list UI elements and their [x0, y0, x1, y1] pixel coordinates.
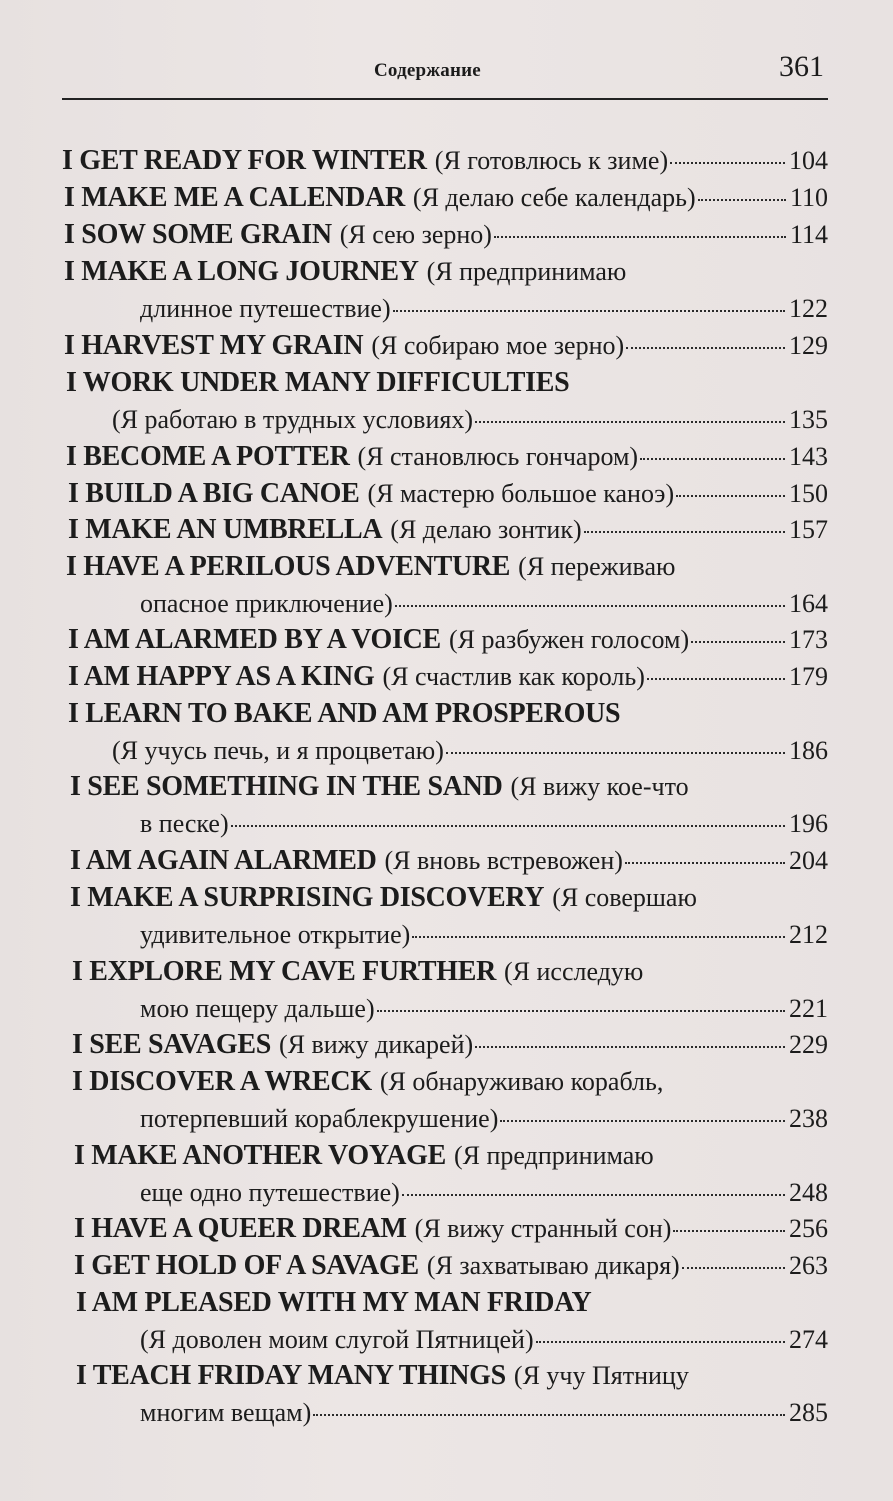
entry-page-number: 164 [789, 589, 828, 618]
entry-russian-title-cont: (Я доволен моим слугой Пятницей) [140, 1325, 534, 1354]
entry-russian-title-cont: потерпевший кораблекрушение) [140, 1104, 499, 1133]
entry-page-number: 248 [789, 1178, 828, 1207]
toc-entry[interactable] [66, 551, 828, 583]
entry-russian-title: (Я переживаю [518, 552, 676, 581]
dot-leader [313, 1413, 785, 1416]
toc-entry-continuation[interactable] [140, 1103, 828, 1135]
toc-entry[interactable] [64, 330, 828, 362]
entry-russian-title: (Я мастерю большое каноэ) [367, 479, 675, 508]
entry-page-number: 129 [789, 331, 828, 360]
page-header [62, 46, 828, 100]
toc-entry[interactable] [66, 367, 828, 399]
toc-entry[interactable] [64, 256, 828, 288]
entry-page-number: 150 [789, 479, 828, 508]
entry-russian-title: (Я исследую [504, 957, 644, 986]
toc-entry-continuation[interactable] [140, 993, 828, 1025]
entry-russian-title: (Я вижу дикарей) [278, 1030, 474, 1059]
entry-title: I DISCOVER A WRECK [72, 1066, 372, 1097]
dot-leader [393, 309, 785, 312]
entry-page-number: 143 [789, 442, 828, 471]
toc-entry-continuation[interactable] [140, 588, 828, 620]
toc-entry[interactable] [68, 624, 828, 656]
entry-russian-title: (Я разбужен голосом) [448, 625, 690, 654]
entry-russian-title: (Я готовлюсь к зиме) [434, 146, 669, 175]
entry-page-number: 122 [789, 294, 828, 323]
dot-leader [670, 161, 785, 164]
entry-russian-title: (Я собираю мое зерно) [371, 331, 625, 360]
entry-page-number: 238 [789, 1104, 828, 1133]
entry-title: I MAKE AN UMBRELLA [68, 514, 383, 545]
entry-russian-title: (Я делаю зонтик) [390, 515, 582, 544]
dot-leader [500, 1119, 785, 1122]
entry-title: I HAVE A QUEER DREAM [74, 1213, 407, 1244]
entry-page-number: 135 [789, 405, 828, 434]
entry-title: I HARVEST MY GRAIN [64, 330, 364, 361]
toc-entry[interactable] [66, 441, 828, 473]
toc-entry[interactable] [64, 182, 828, 214]
toc-entry-continuation[interactable] [112, 735, 828, 767]
dot-leader [536, 1340, 785, 1343]
entry-title: I MAKE ANOTHER VOYAGE [74, 1140, 446, 1171]
entry-russian-title: (Я предпринимаю [454, 1141, 654, 1170]
dot-leader [412, 935, 785, 938]
entry-title: I AM HAPPY AS A KING [68, 661, 375, 692]
entry-russian-title-cont: опасное приключение) [140, 589, 393, 618]
entry-title: I AM PLEASED WITH MY MAN FRIDAY [76, 1287, 592, 1318]
dot-leader [625, 861, 785, 864]
entry-title: I SEE SAVAGES [72, 1029, 271, 1060]
entry-russian-title: (Я вижу кое-что [510, 772, 689, 801]
dot-leader [475, 420, 785, 423]
entry-title: I AM ALARMED BY A VOICE [68, 624, 441, 655]
dot-leader [446, 751, 785, 754]
dot-leader [377, 1009, 785, 1012]
toc-entry[interactable] [72, 1066, 828, 1098]
dot-leader [676, 494, 785, 497]
dot-leader [673, 1229, 785, 1232]
entry-russian-title-cont: еще одно путешествие) [140, 1178, 400, 1207]
entry-russian-title-cont: удивительное открытие) [140, 920, 411, 949]
entry-page-number: 263 [789, 1251, 828, 1280]
dot-leader [682, 1266, 785, 1269]
entry-russian-title-cont: (Я работаю в трудных условиях) [112, 405, 473, 434]
entry-page-number: 196 [789, 809, 828, 838]
entry-page-number: 229 [789, 1030, 828, 1059]
entry-russian-title: (Я обнаруживаю корабль, [379, 1067, 664, 1096]
toc-entry-continuation[interactable] [140, 293, 828, 325]
entry-page-number: 212 [789, 920, 828, 949]
toc-entry[interactable] [68, 478, 828, 510]
entry-russian-title: (Я учу Пятницу [513, 1361, 689, 1390]
entry-title: I BUILD A BIG CANOE [68, 478, 360, 509]
toc-entry[interactable] [70, 771, 828, 803]
toc-entry[interactable] [68, 661, 828, 693]
dot-leader [402, 1193, 785, 1196]
entry-page-number: 186 [789, 736, 828, 765]
entry-title: I BECOME A POTTER [66, 441, 350, 472]
entry-title: I EXPLORE MY CAVE FURTHER [72, 956, 496, 987]
entry-title: I HAVE A PERILOUS ADVENTURE [66, 551, 511, 582]
toc-entry[interactable] [64, 219, 828, 251]
dot-leader [395, 604, 785, 607]
entry-page-number: 274 [789, 1325, 828, 1354]
entry-page-number: 110 [789, 183, 828, 212]
page-number: 361 [779, 50, 824, 83]
toc-entry-continuation[interactable] [140, 1324, 828, 1356]
entry-russian-title: (Я делаю себе календарь) [412, 183, 696, 212]
entry-title: I MAKE ME A CALENDAR [64, 182, 405, 213]
entry-title: I GET HOLD OF A SAVAGE [74, 1250, 419, 1281]
dot-leader [626, 346, 785, 349]
dot-leader [691, 640, 785, 643]
toc-entry-continuation[interactable] [112, 404, 828, 436]
toc-entry[interactable] [74, 1140, 828, 1172]
entry-title: I TEACH FRIDAY MANY THINGS [76, 1360, 506, 1391]
toc-entry[interactable] [62, 145, 828, 177]
dot-leader [584, 530, 785, 533]
toc-entry-continuation[interactable] [140, 1397, 828, 1429]
entry-title: I GET READY FOR WINTER [62, 145, 427, 176]
entry-russian-title-cont: в песке) [140, 809, 229, 838]
entry-russian-title: (Я вновь встревожен) [384, 846, 623, 875]
toc-entry[interactable] [70, 882, 828, 914]
toc-entry[interactable] [72, 1029, 828, 1061]
entry-russian-title-cont: многим вещам) [140, 1398, 312, 1427]
entry-page-number: 221 [789, 994, 828, 1023]
entry-russian-title: (Я совершаю [552, 883, 697, 912]
entry-russian-title: (Я сею зерно) [339, 220, 492, 249]
toc-entry[interactable] [74, 1250, 828, 1282]
entry-page-number: 157 [789, 515, 828, 544]
toc-entry-continuation[interactable] [140, 1177, 828, 1209]
entry-title: I MAKE A SURPRISING DISCOVERY [70, 882, 545, 913]
running-head: Содержание [374, 60, 481, 81]
dot-leader [231, 824, 785, 827]
toc-entry-continuation[interactable] [140, 919, 828, 951]
toc-entry[interactable] [76, 1360, 828, 1392]
entry-russian-title-cont: мою пещеру дальше) [140, 994, 375, 1023]
dot-leader [494, 235, 786, 238]
entry-title: I LEARN TO BAKE AND AM PROSPEROUS [68, 698, 621, 729]
entry-russian-title: (Я захватываю дикаря) [426, 1251, 680, 1280]
entry-russian-title-cont: (Я учусь печь, и я процветаю) [112, 736, 444, 765]
entry-page-number: 204 [789, 846, 828, 875]
dot-leader [698, 198, 786, 201]
dot-leader [647, 677, 785, 680]
entry-page-number: 256 [789, 1214, 828, 1243]
entry-title: I SOW SOME GRAIN [64, 219, 332, 250]
toc-entry[interactable] [70, 845, 828, 877]
toc-entry[interactable] [68, 698, 828, 730]
entry-page-number: 114 [789, 220, 828, 249]
dot-leader [640, 457, 785, 460]
entry-page-number: 104 [789, 146, 828, 175]
entry-page-number: 285 [789, 1398, 828, 1427]
entry-title: I WORK UNDER MANY DIFFICULTIES [66, 367, 570, 398]
dot-leader [475, 1045, 785, 1048]
entry-page-number: 173 [789, 625, 828, 654]
entry-russian-title: (Я предпринимаю [426, 257, 627, 286]
entry-russian-title: (Я счастлив как король) [382, 662, 645, 691]
toc-entry[interactable] [74, 1213, 828, 1245]
entry-title: I AM AGAIN ALARMED [70, 845, 377, 876]
toc-entry-continuation[interactable] [140, 808, 828, 840]
toc-entry[interactable] [76, 1287, 828, 1319]
toc-entry[interactable] [72, 956, 828, 988]
entry-russian-title: (Я вижу странный сон) [414, 1214, 672, 1243]
entry-russian-title-cont: длинное путешествие) [140, 294, 391, 323]
entry-russian-title: (Я становлюсь гончаром) [357, 442, 639, 471]
entry-page-number: 179 [789, 662, 828, 691]
toc-entry[interactable] [68, 514, 828, 546]
entry-title: I SEE SOMETHING IN THE SAND [70, 771, 503, 802]
entry-title: I MAKE A LONG JOURNEY [64, 256, 419, 287]
